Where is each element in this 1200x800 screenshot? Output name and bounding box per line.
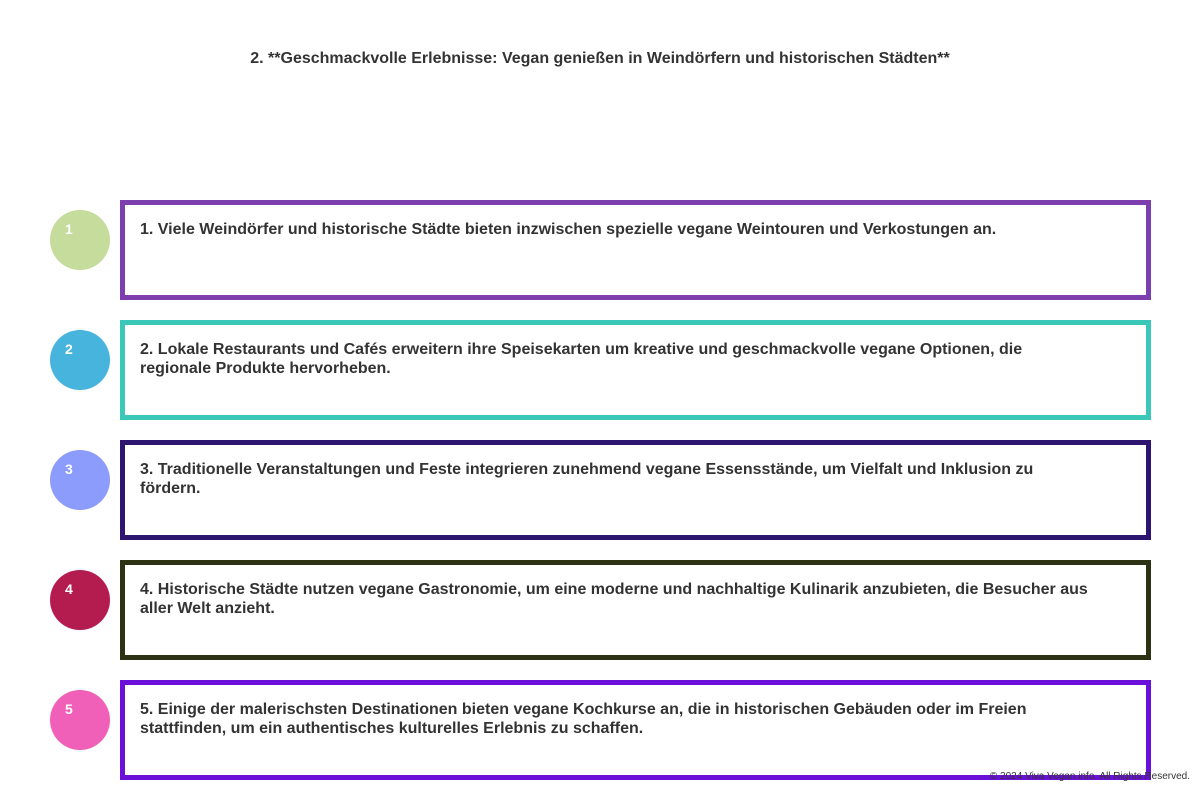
number-circle: [50, 450, 110, 510]
item-box: [120, 320, 1151, 420]
list-item-5: [50, 680, 1151, 780]
number-label: 4: [65, 581, 73, 597]
item-text: 3. Traditionelle Veranstaltungen und Feste integrieren zunehmend vegane Essensstände, um Vielfalt und Inklusion zu fördern.: [140, 461, 1034, 497]
list-item-3: [50, 440, 1151, 540]
list-item-2: [50, 320, 1151, 420]
item-text: 2. Lokale Restaurants und Cafés erweitern ihre Speisekarten um kreative und geschmackvolle vegane Optionen, die regionale Produkte hervorheben.: [140, 341, 1023, 377]
item-box: [120, 560, 1151, 660]
number-circle: [50, 210, 110, 270]
number-circle: [50, 690, 110, 750]
list-item-4: [50, 560, 1151, 660]
copyright-footer: © 2024 Viva Vegan.info. All Rights Reserved.: [989, 771, 1190, 782]
item-box: [120, 440, 1151, 540]
item-box: [120, 200, 1151, 300]
number-label: 3: [65, 461, 73, 477]
item-box: [120, 680, 1151, 780]
item-text: 1. Viele Weindörfer und historische Städte bieten inzwischen spezielle vegane Weintouren und Verkostungen an.: [140, 221, 997, 238]
number-circle: [50, 570, 110, 630]
number-circle: [50, 330, 110, 390]
list-item-1: [50, 200, 1151, 300]
page-title: 2. **Geschmackvolle Erlebnisse: Vegan genießen in Weindörfern und historischen Städten**: [250, 50, 950, 67]
item-text: 4. Historische Städte nutzen vegane Gastronomie, um eine moderne und nachhaltige Kulinarik anzubieten, die Besucher aus aller Welt anzieht.: [140, 581, 1088, 617]
item-text: 5. Einige der malerischsten Destinationen bieten vegane Kochkurse an, die in historischen Gebäuden oder im Freien stattfinden, um ein authentisches kulturelles Erlebnis zu schaffen.: [140, 701, 1027, 737]
number-label: 5: [65, 701, 73, 717]
number-label: 1: [65, 221, 73, 237]
number-label: 2: [65, 341, 73, 357]
